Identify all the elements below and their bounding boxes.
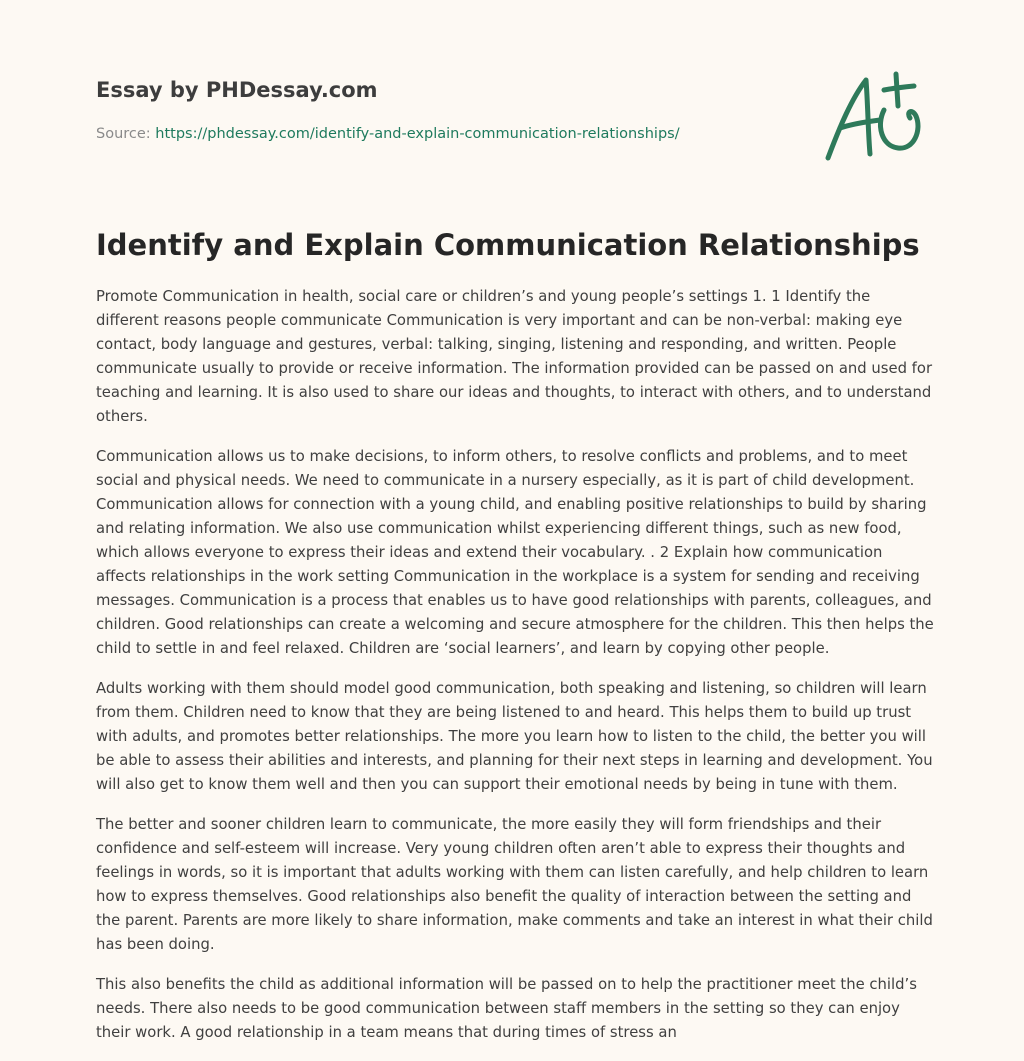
source-link[interactable]: https://phdessay.com/identify-and-explain-communication-relationships/	[155, 126, 680, 142]
site-title: Essay by PHDessay.com	[96, 78, 378, 102]
page-header	[96, 76, 796, 144]
essay-paragraph-2: Communication allows us to make decisions, to inform others, to resolve conflicts and problems, and to meet social and physical needs. We need to communicate in a nursery especially, as it is part of child development. Communication allows for connection with a young child, and enabling positive relationships to build by sharing and relating information. We also use communication whilst experiencing different things, such as new food, which allows everyone to express their ideas and extend their vocabulary. . 2 Explain how communication affects relationships in the work setting Communication in the workplace is a system for sending and receiving messages. Communication is a process that enables us to have good relationships with parents, colleagues, and children. Good relationships can create a welcoming and secure atmosphere for the children. This then helps the child to settle in and feel relaxed. Children are ‘social learners’, and learn by copying other people.	[96, 448, 934, 657]
essay-title: Identify and Explain Communication Relationships	[96, 228, 920, 262]
a-plus-logo-icon	[818, 66, 928, 166]
essay-body	[96, 285, 936, 1061]
essay-paragraph-3: Adults working with them should model good communication, both speaking and listening, so children will learn from them. Children need to know that they are being listened to and heard. This helps them to build up trust with adults, and promotes better relationships. The more you learn how to listen to the child, the better you will be able to assess their abilities and interests, and planning for their next steps in learning and development. You will also get to know them well and then you can support their emotional needs by being in tune with them.	[96, 680, 933, 793]
source-line	[96, 124, 796, 144]
essay-paragraph-5: This also benefits the child as additional information will be passed on to help the practitioner meet the child’s needs. There also needs to be good communication between staff members in the setting so they can enjoy their work. A good relationship in a team means that during times of stress an	[96, 976, 917, 1041]
essay-paragraph-4: The better and sooner children learn to communicate, the more easily they will form friendships and their confidence and self-esteem will increase. Very young children often aren’t able to express their thoughts and feelings in words, so it is important that adults working with them can listen carefully, and help children to learn how to express themselves. Good relationships also benefit the quality of interaction between the setting and the parent. Parents are more likely to share information, make comments and take an interest in what their child has been doing.	[96, 816, 933, 953]
source-label: Source:	[96, 126, 156, 142]
essay-paragraph-1: Promote Communication in health, social care or children’s and young people’s settings 1. 1 Identify the different reasons people communicate Communication is very important and can be non-verbal: making eye contact, body language and gestures, verbal: talking, singing, listening and responding, and written. People communicate usually to provide or receive information. The information provided can be passed on and used for teaching and learning. It is also used to share our ideas and thoughts, to interact with others, and to understand others.	[96, 288, 933, 425]
